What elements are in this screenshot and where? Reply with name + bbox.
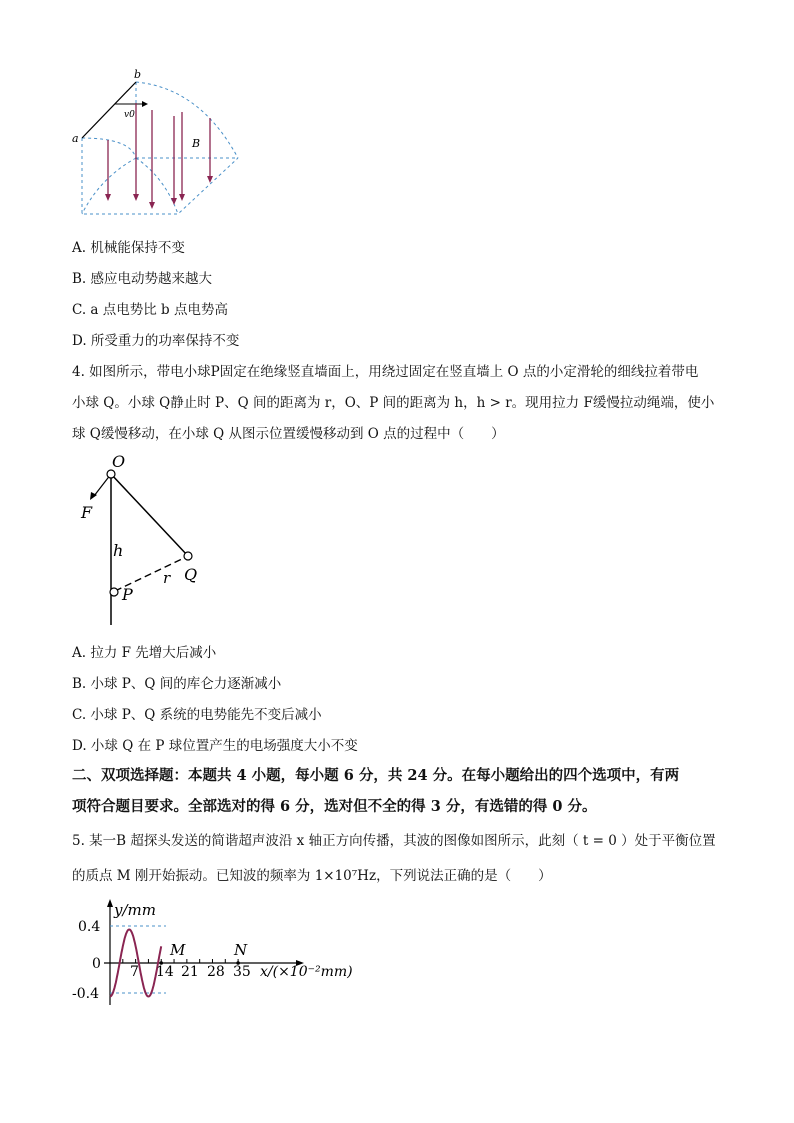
section2-heading-line2: 项符合题目要求。全部选对的得 6 分，选对但不全的得 3 分，有选错的得 0 分。	[72, 798, 597, 815]
q3-option-d[interactable]: D. 所受重力的功率保持不变	[72, 333, 240, 349]
x-axis-label: x/(×10⁻²mm)	[260, 964, 353, 980]
x-tick-21: 21	[181, 964, 199, 980]
ball-Q	[184, 552, 192, 560]
x-tick-35: 35	[233, 964, 251, 980]
q3-option-a[interactable]: A. 机械能保持不变	[72, 240, 185, 256]
q4-stem-line1: 4. 如图所示，带电小球P固定在绝缘竖直墙面上，用绕过固定在竖直墙上 O 点的小定滑轮的细线拉着带电	[72, 364, 699, 380]
x-tick-28: 28	[207, 964, 225, 980]
q4-option-c[interactable]: C. 小球 P、Q 系统的电势能先不变后减小	[72, 707, 322, 723]
q4-option-b[interactable]: B. 小球 P、Q 间的库仑力逐渐减小	[72, 676, 282, 692]
q4-stem-line3: 球 Q缓慢移动，在小球 Q 从图示位置缓慢移动到 O 点的过程中（ ）	[72, 426, 505, 442]
y-axis-label: y/mm	[114, 901, 156, 919]
q5-stem-line2: 的质点 M 刚开始振动。已知波的频率为 1×10⁷Hz，下列说法正确的是（ ）	[72, 868, 552, 884]
x-tick-14: 14	[156, 964, 174, 980]
q4-stem-line2: 小球 Q。小球 Q静止时 P、Q 间的距离为 r，O、P 间的距离为 h，h > r。现用拉力 F缓慢拉动绳端，使小	[72, 395, 715, 411]
figure-pulley-charges	[75, 450, 215, 630]
q5-stem-line1: 5. 某一B 超探头发送的简谐超声波沿 x 轴正方向传播，其波的图像如图所示，此刻（ t = 0 ）处于平衡位置	[72, 833, 716, 849]
ball-P	[110, 588, 118, 596]
y-tick-0.4: 0.4	[78, 919, 101, 935]
point-N-label: N	[234, 941, 248, 959]
section2-heading-line1: 二、双项选择题：本题共 4 小题，每小题 6 分，共 24 分。在每小题给出的四个选项中，有两	[72, 767, 680, 784]
pulley-O	[107, 470, 115, 478]
q4-option-a[interactable]: A. 拉力 F 先增大后减小	[72, 645, 217, 661]
y-tick-0: 0	[92, 956, 101, 972]
label-r: r	[163, 569, 171, 587]
label-b: b	[134, 68, 142, 81]
label-B: B	[192, 137, 201, 150]
label-O: O	[112, 452, 126, 471]
label-F: F	[81, 503, 93, 522]
y-tick-minus-0.4: -0.4	[72, 986, 99, 1002]
label-v0: v0	[124, 110, 135, 120]
label-P: P	[122, 585, 133, 604]
q4-option-d[interactable]: D. 小球 Q 在 P 球位置产生的电场强度大小不变	[72, 738, 358, 754]
label-a: a	[72, 132, 79, 145]
q3-option-b[interactable]: B. 感应电动势越来越大	[72, 271, 213, 287]
label-Q: Q	[184, 565, 198, 584]
x-tick-7: 7	[130, 964, 139, 980]
figure-rod-magnetic-field	[70, 68, 250, 223]
wave-chart	[70, 895, 370, 1010]
label-h: h	[113, 541, 124, 560]
q3-option-c[interactable]: C. a 点电势比 b 点电势高	[72, 302, 228, 318]
point-M-label: M	[170, 941, 186, 959]
